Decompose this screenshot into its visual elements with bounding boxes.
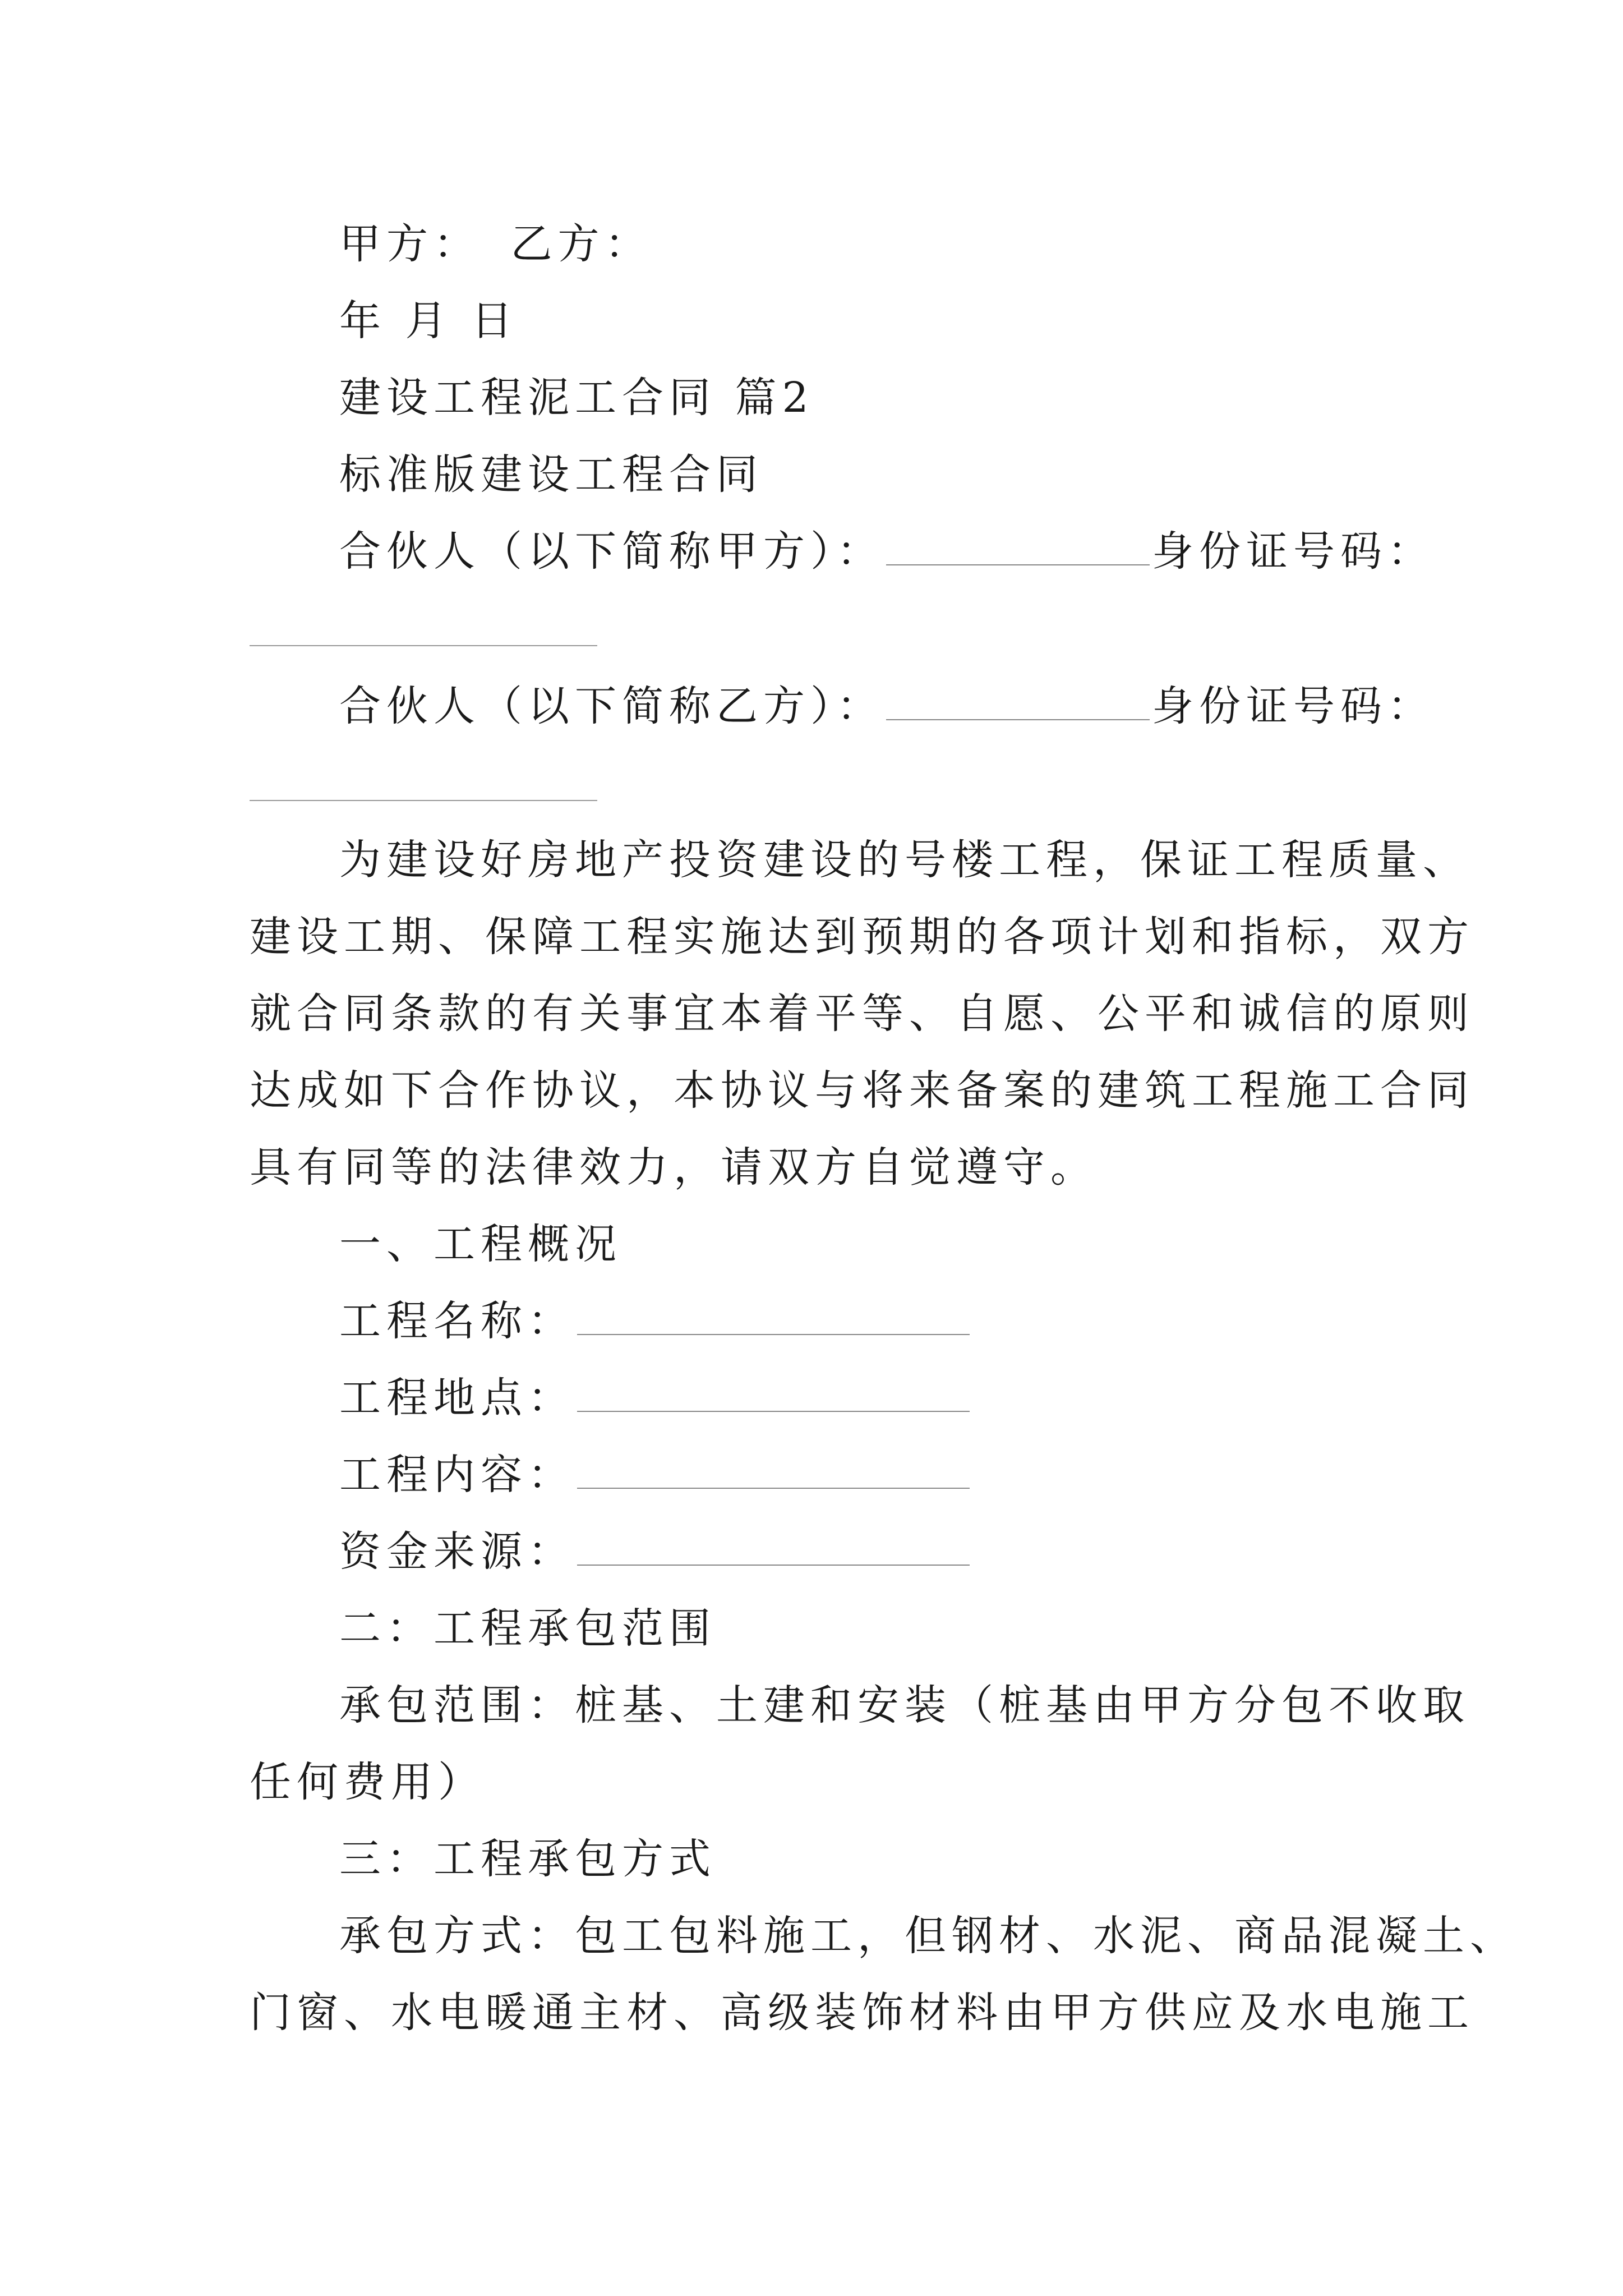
section3-body-line: 门窗、水电暖通主材、高级装饰材料由甲方供应及水电施工 — [250, 1989, 1474, 2037]
section2-body-line: 任何费用） — [250, 1758, 485, 1806]
date-line: 年 月 日 — [339, 297, 519, 345]
preamble-line: 达成如下合作协议，本协议与将来备案的建筑工程施工合同 — [250, 1066, 1474, 1115]
section3-body-line: 承包方式：包工包料施工，但钢材、水泥、商品混凝土、 — [339, 1912, 1517, 1960]
field-label: 工程内容： — [339, 1451, 575, 1499]
field-label: 工程地点： — [339, 1374, 575, 1422]
contract-title: 标准版建设工程合同 — [339, 450, 763, 499]
section2-heading: 二：工程承包范围 — [339, 1604, 716, 1653]
field-blank — [577, 1411, 970, 1412]
partner-a-label: 合伙人（以下简称甲方）： — [339, 527, 884, 576]
partner-b-id-blank — [250, 800, 597, 801]
signature-line — [339, 220, 652, 268]
partner-a-line — [339, 527, 1435, 576]
partner-a-name-blank — [886, 564, 1150, 565]
field-blank — [577, 1334, 970, 1335]
field-blank — [577, 1565, 970, 1566]
fund-source-field — [339, 1527, 972, 1576]
section1-heading: 一、工程概况 — [339, 1220, 622, 1268]
field-label: 资金来源： — [339, 1527, 575, 1576]
partner-b-id-label: 身份证号码： — [1152, 682, 1435, 730]
partner-a-id-label: 身份证号码： — [1152, 527, 1435, 576]
partner-a-id-blank — [250, 645, 597, 646]
preamble-line: 建设工期、保障工程实施达到预期的各项计划和指标，双方 — [250, 913, 1474, 961]
project-content-field — [339, 1451, 972, 1499]
preamble-line: 为建设好房地产投资建设的号楼工程，保证工程质量、 — [339, 836, 1470, 884]
party-b-signature-label: 乙方： — [510, 220, 652, 268]
field-blank — [577, 1488, 970, 1489]
partner-b-line — [339, 682, 1435, 730]
project-name-field — [339, 1297, 972, 1345]
section2-body-line: 承包范围：桩基、土建和安装（桩基由甲方分包不收取 — [339, 1681, 1470, 1729]
preamble-line: 具有同等的法律效力，请双方自觉遵守。 — [250, 1143, 1098, 1191]
partner-b-name-blank — [886, 719, 1150, 720]
field-label: 工程名称： — [339, 1297, 575, 1345]
party-a-signature-label: 甲方： — [339, 220, 481, 268]
section3-heading: 三：工程承包方式 — [339, 1835, 716, 1883]
project-location-field — [339, 1374, 972, 1422]
article-title: 建设工程泥工合同 篇2 — [339, 374, 814, 422]
preamble-line: 就合同条款的有关事宜本着平等、自愿、公平和诚信的原则 — [250, 990, 1474, 1038]
partner-b-label: 合伙人（以下简称乙方）： — [339, 682, 884, 730]
